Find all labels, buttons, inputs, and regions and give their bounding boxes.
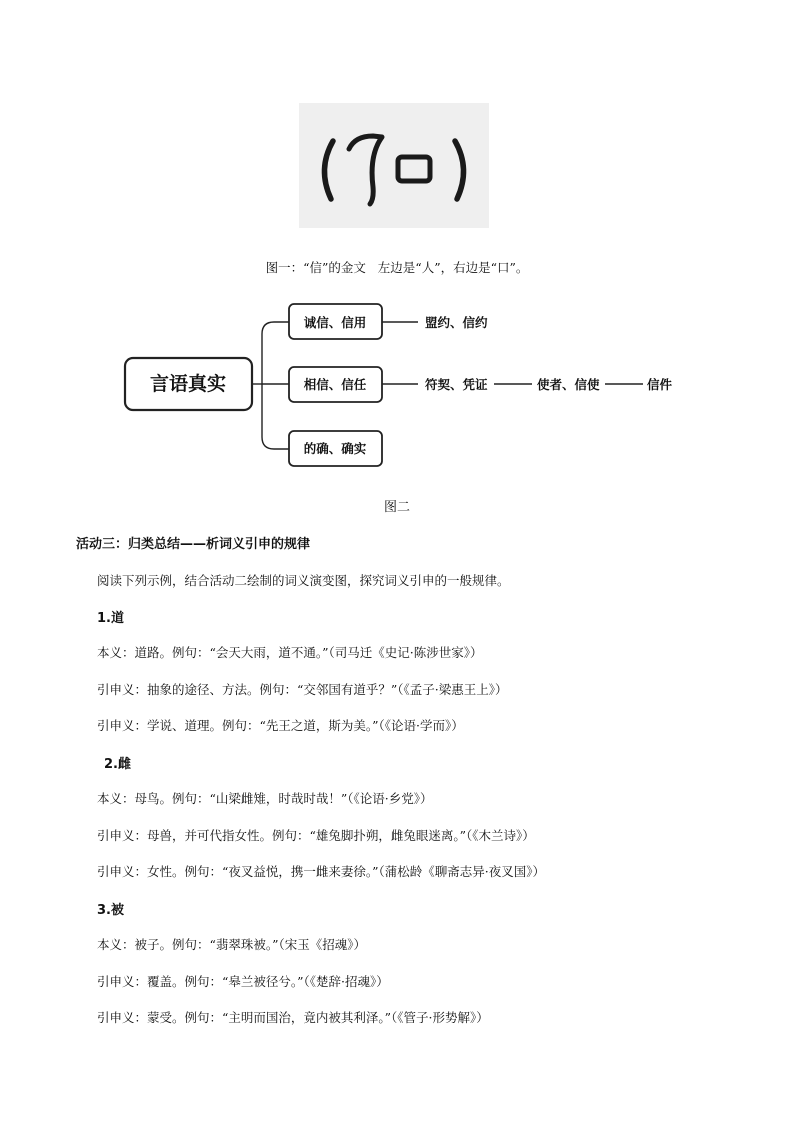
section-title-bei: 3.被 [97,903,124,918]
meaning-diagram [0,290,794,480]
branch-node-label-2: 相信、信任 [303,377,367,392]
jinwen-xin-glyph [299,103,489,228]
activity-intro: 阅读下列示例，结合活动二绘制的词义演变图，探究词义引申的一般规律。 [97,573,510,588]
section-title-ci: 2.雌 [104,757,131,772]
section-line: 引申义：母兽，并可代指女性。例句：“雄兔脚扑朔，雌兔眼迷离。”（《木兰诗》） [97,828,535,843]
section-title-dao: 1.道 [97,611,124,626]
chain-label-2-1: 符契、凭证 [425,377,488,392]
chain-label-1-1: 盟约、信约 [425,315,488,330]
branch-node-label-1: 诚信、信用 [303,315,367,330]
section-line: 引申义：覆盖。例句：“皋兰被径兮。”（《楚辞·招魂》） [97,974,389,989]
section-line: 引申义：蒙受。例句：“主明而国治，竟内被其利泽。”（《管子·形势解》） [97,1010,489,1025]
figure2-caption: 图二 [383,500,410,515]
figure1-caption: 图一：“信”的金文 左边是“人”，右边是“口”。 [265,260,529,275]
section-line: 本义：被子。例句：“翡翠珠被。”（宋玉《招魂》） [97,937,367,952]
jinwen-xin-image [299,103,489,228]
section-line: 本义：母鸟。例句：“山梁雌雉，时哉时哉！”（《论语·乡党》） [97,791,433,806]
chain-label-2-2: 使者、信使 [537,377,600,392]
section-line: 引申义：抽象的途径、方法。例句：“交邻国有道乎？”（《孟子·梁惠王上》） [97,682,508,697]
section-line: 本义：道路。例句：“会天大雨，道不通。”（司马迁《史记·陈涉世家》） [97,645,483,660]
branch-node-label-3: 的确、确实 [303,441,367,456]
root-node-label: 言语真实 [149,373,227,395]
section-line: 引申义：学说、道理。例句：“先王之道，斯为美。”（《论语·学而》） [97,718,464,733]
chain-label-2-3: 信件 [647,377,673,392]
activity-heading: 活动三：归类总结——析词义引申的规律 [76,537,311,552]
section-line: 引申义：女性。例句：“夜叉益悦，携一雌来妻徐。”（蒲松龄《聊斋志异·夜叉国》） [97,864,546,879]
